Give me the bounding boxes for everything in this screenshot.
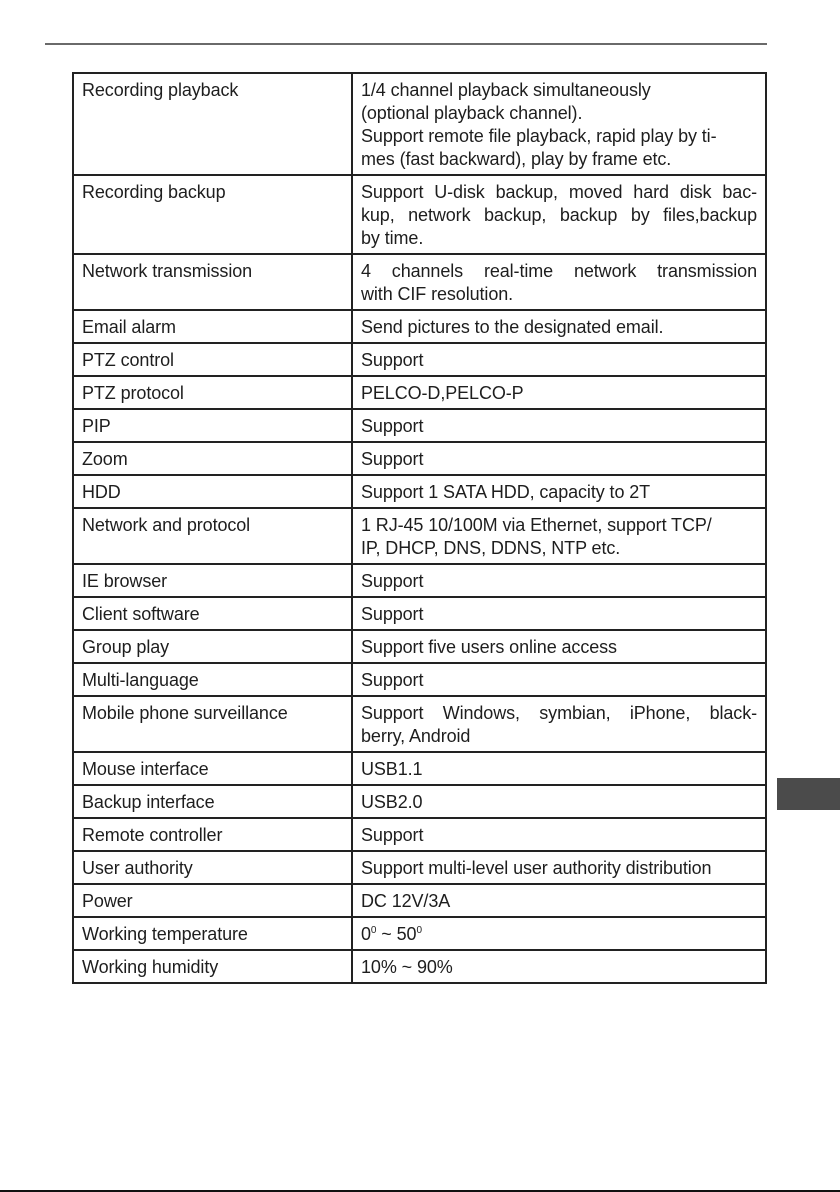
degree-superscript: 0 <box>416 925 422 936</box>
spec-label: Power <box>73 884 352 917</box>
spec-value: USB2.0 <box>352 785 766 818</box>
value-line: with CIF resolution. <box>361 284 514 304</box>
spec-value: Support five users online access <box>352 630 766 663</box>
spec-label: Remote controller <box>73 818 352 851</box>
spec-label: PTZ protocol <box>73 376 352 409</box>
table-row <box>73 343 766 376</box>
table-row <box>73 409 766 442</box>
spec-value <box>352 73 766 175</box>
spec-label: Working temperature <box>73 917 352 950</box>
table-row <box>73 175 766 254</box>
table-row <box>73 597 766 630</box>
spec-value: Support <box>352 597 766 630</box>
spec-label: Multi-language <box>73 663 352 696</box>
spec-value: Support <box>352 343 766 376</box>
spec-value <box>352 917 766 950</box>
temp-min: 0 <box>361 924 371 944</box>
spec-value <box>352 508 766 564</box>
spec-label: Zoom <box>73 442 352 475</box>
table-row <box>73 376 766 409</box>
spec-value: 10% ~ 90% <box>352 950 766 983</box>
value-line: 1/4 channel playback simultaneously <box>361 80 651 100</box>
spec-label: Backup interface <box>73 785 352 818</box>
spec-value: USB1.1 <box>352 752 766 785</box>
table-row <box>73 851 766 884</box>
value-line: 1 RJ-45 10/100M via Ethernet, support TCP/ <box>361 515 712 535</box>
table-row <box>73 696 766 752</box>
temp-max: ~ 50 <box>376 924 417 944</box>
spec-label: Recording backup <box>73 175 352 254</box>
table-row <box>73 884 766 917</box>
spec-label: Email alarm <box>73 310 352 343</box>
table-row <box>73 663 766 696</box>
spec-value <box>352 254 766 310</box>
value-line: Support U-disk backup, moved hard disk bac- <box>361 182 757 202</box>
header-rule <box>45 43 767 45</box>
spec-value: Support multi-level user authority distribution <box>352 851 766 884</box>
table-row <box>73 442 766 475</box>
spec-label: Mobile phone surveillance <box>73 696 352 752</box>
spec-value <box>352 696 766 752</box>
spec-value: Send pictures to the designated email. <box>352 310 766 343</box>
spec-value: Support <box>352 564 766 597</box>
spec-label: User authority <box>73 851 352 884</box>
spec-label: PIP <box>73 409 352 442</box>
table-row <box>73 818 766 851</box>
spec-value: DC 12V/3A <box>352 884 766 917</box>
spec-value <box>352 175 766 254</box>
spec-label: Mouse interface <box>73 752 352 785</box>
table-row <box>73 752 766 785</box>
value-line: IP, DHCP, DNS, DDNS, NTP etc. <box>361 538 621 558</box>
table-row <box>73 630 766 663</box>
value-line: Support Windows, symbian, iPhone, black- <box>361 703 757 723</box>
table-row <box>73 310 766 343</box>
value-line: berry, Android <box>361 726 471 746</box>
spec-value: Support 1 SATA HDD, capacity to 2T <box>352 475 766 508</box>
value-line: Support remote file playback, rapid play by ti- <box>361 126 717 146</box>
table-row <box>73 917 766 950</box>
table-row <box>73 254 766 310</box>
spec-label: Recording playback <box>73 73 352 175</box>
value-line: mes (fast backward), play by frame etc. <box>361 149 672 169</box>
table-row <box>73 73 766 175</box>
spec-label: Group play <box>73 630 352 663</box>
spec-label: HDD <box>73 475 352 508</box>
spec-label: IE browser <box>73 564 352 597</box>
table-row <box>73 950 766 983</box>
section-tab-marker <box>777 778 840 810</box>
value-line: kup, network backup, backup by files,backup <box>361 205 757 225</box>
spec-label: Working humidity <box>73 950 352 983</box>
table-row <box>73 475 766 508</box>
spec-value: Support <box>352 442 766 475</box>
spec-value: PELCO-D,PELCO-P <box>352 376 766 409</box>
spec-label: Network transmission <box>73 254 352 310</box>
table-row <box>73 564 766 597</box>
specification-table <box>72 72 767 984</box>
spec-label: PTZ control <box>73 343 352 376</box>
value-line: 4 channels real-time network transmission <box>361 261 757 281</box>
spec-label: Network and protocol <box>73 508 352 564</box>
value-line: (optional playback channel). <box>361 103 583 123</box>
spec-label: Client software <box>73 597 352 630</box>
table-row <box>73 508 766 564</box>
spec-value: Support <box>352 818 766 851</box>
value-line: by time. <box>361 228 424 248</box>
spec-value: Support <box>352 663 766 696</box>
degree-superscript: 0 <box>370 925 377 936</box>
spec-value: Support <box>352 409 766 442</box>
table-row <box>73 785 766 818</box>
